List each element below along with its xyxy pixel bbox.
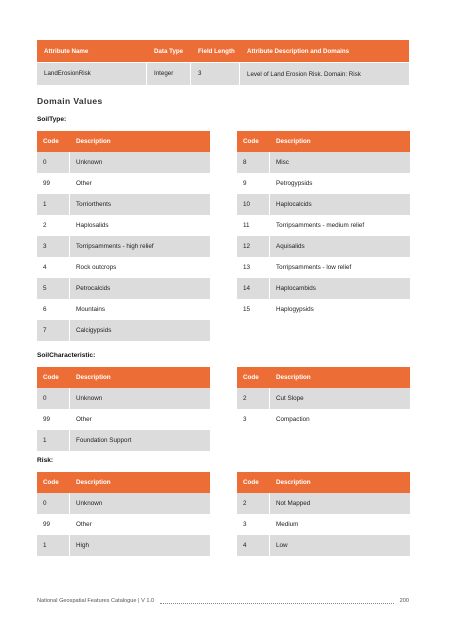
soilchar-title: SoilCharacteristic:	[37, 352, 96, 359]
code-cell: 1	[37, 535, 70, 556]
table-row	[37, 236, 210, 257]
table-row	[37, 257, 210, 278]
table-row	[237, 278, 410, 299]
header-description: Description	[276, 374, 311, 381]
code-cell: 1	[37, 430, 70, 451]
header-field-length: Field Length	[198, 47, 235, 55]
table-row	[237, 493, 410, 514]
description-cell: Haplosalids	[76, 222, 109, 229]
code-cell: 4	[43, 264, 47, 271]
code-cell: 2	[237, 493, 270, 514]
table-row	[37, 514, 210, 535]
code-cell: 6	[43, 306, 47, 313]
code-cell: 10	[237, 194, 270, 215]
cell-field-length: 3	[191, 63, 240, 85]
code-cell: 13	[243, 264, 251, 271]
cell-description: Level of Land Erosion Risk. Domain: Risk	[247, 70, 361, 78]
description-cell: Foundation Support	[76, 437, 132, 444]
description-cell: Unknown	[76, 395, 103, 402]
soiltype-left-table	[37, 131, 210, 341]
description-cell: Calcigypsids	[76, 327, 112, 334]
description-cell: Torripsamments - low relief	[276, 264, 352, 271]
table-row	[237, 535, 410, 556]
table-row	[37, 409, 210, 430]
table-header	[37, 367, 210, 388]
code-cell: 0	[37, 152, 70, 173]
description-cell: Compaction	[276, 416, 310, 423]
table-row	[37, 388, 210, 409]
code-cell: 8	[237, 152, 270, 173]
description-cell: Haplocalcids	[276, 201, 312, 208]
table-header	[37, 472, 210, 493]
description-cell: Aquisalids	[276, 243, 305, 250]
table-header	[237, 472, 410, 493]
description-cell: Other	[76, 416, 92, 423]
description-cell: Petrocalcids	[76, 285, 111, 292]
table-row	[37, 535, 210, 556]
description-cell: Mountains	[76, 306, 106, 313]
table-row	[37, 320, 210, 341]
header-code: Code	[243, 374, 259, 381]
code-cell: 14	[237, 278, 270, 299]
description-cell: Other	[76, 521, 92, 528]
table-row	[237, 257, 410, 278]
table-row	[237, 299, 410, 320]
code-cell: 3	[243, 416, 247, 423]
table-row	[37, 493, 210, 514]
table-row	[237, 514, 410, 535]
code-cell: 15	[243, 306, 251, 313]
attribute-table-header	[37, 40, 409, 62]
table-row	[37, 278, 210, 299]
soilchar-right-table	[237, 367, 410, 430]
code-cell: 99	[43, 416, 51, 423]
table-row	[37, 152, 210, 173]
risk-right-table	[237, 472, 410, 556]
header-description: Description	[276, 479, 311, 486]
table-row	[237, 409, 410, 430]
description-cell: Other	[76, 180, 92, 187]
code-cell: 7	[37, 320, 70, 341]
code-cell: 2	[237, 388, 270, 409]
soiltype-title: SoilType:	[37, 116, 67, 123]
table-row	[237, 194, 410, 215]
description-cell: Medium	[276, 521, 299, 528]
table-row	[237, 215, 410, 236]
table-header	[37, 131, 210, 152]
table-row	[37, 173, 210, 194]
description-cell: Haplogypsids	[276, 306, 314, 313]
description-cell: Rock outcrops	[76, 264, 117, 271]
header-description: Description	[76, 479, 111, 486]
description-cell: Unknown	[76, 159, 103, 166]
description-cell: High	[76, 542, 89, 549]
description-cell: Unknown	[76, 500, 103, 507]
table-header	[237, 131, 410, 152]
header-description: Attribute Description and Domains	[247, 47, 350, 55]
header-description: Description	[76, 374, 111, 381]
header-code: Code	[43, 138, 59, 145]
header-code: Code	[43, 479, 59, 486]
soiltype-right-table	[237, 131, 410, 320]
attribute-table	[37, 40, 409, 85]
header-code: Code	[243, 479, 259, 486]
code-cell: 11	[243, 222, 250, 229]
risk-left-table	[37, 472, 210, 556]
description-cell: Misc	[276, 159, 289, 166]
code-cell: 1	[37, 194, 70, 215]
table-header	[237, 367, 410, 388]
header-code: Code	[243, 138, 259, 145]
table-row	[37, 194, 210, 215]
footer-title: National Geospatial Features Catalogue | V 1.0	[37, 598, 155, 604]
header-description: Description	[276, 138, 311, 145]
description-cell: Petrogypsids	[276, 180, 313, 187]
code-cell: 0	[37, 493, 70, 514]
header-code: Code	[43, 374, 59, 381]
table-row	[37, 215, 210, 236]
table-row	[237, 388, 410, 409]
table-row	[237, 152, 410, 173]
description-cell: Haplocambids	[276, 285, 316, 292]
header-data-type: Data Type	[154, 47, 184, 55]
footer-dot-leader	[160, 599, 394, 604]
code-cell: 0	[37, 388, 70, 409]
cell-data-type: Integer	[147, 63, 191, 85]
description-cell: Cut Slope	[276, 395, 304, 402]
table-row	[37, 299, 210, 320]
description-cell: Torripsamments - high relief	[76, 243, 154, 250]
code-cell: 99	[43, 521, 51, 528]
code-cell: 2	[43, 222, 47, 229]
code-cell: 5	[37, 278, 70, 299]
header-description: Description	[76, 138, 111, 145]
description-cell: Torriorthents	[76, 201, 111, 208]
header-attribute-name: Attribute Name	[44, 47, 89, 55]
code-cell: 4	[237, 535, 270, 556]
page-footer	[37, 598, 409, 604]
table-row	[237, 236, 410, 257]
table-row	[237, 173, 410, 194]
code-cell: 99	[43, 180, 51, 187]
code-cell: 12	[237, 236, 270, 257]
code-cell: 3	[243, 521, 247, 528]
code-cell: 9	[243, 180, 247, 187]
page-number: 200	[399, 598, 409, 604]
description-cell: Not Mapped	[276, 500, 311, 507]
description-cell: Torripsamments - medium relief	[276, 222, 365, 229]
table-row	[37, 62, 409, 85]
section-title: Domain Values	[37, 96, 103, 106]
description-cell: Low	[276, 542, 288, 549]
cell-attribute-name: LandErosionRisk	[37, 63, 147, 85]
risk-title: Risk:	[37, 457, 54, 464]
code-cell: 3	[37, 236, 70, 257]
table-row	[37, 430, 210, 451]
soilchar-left-table	[37, 367, 210, 451]
